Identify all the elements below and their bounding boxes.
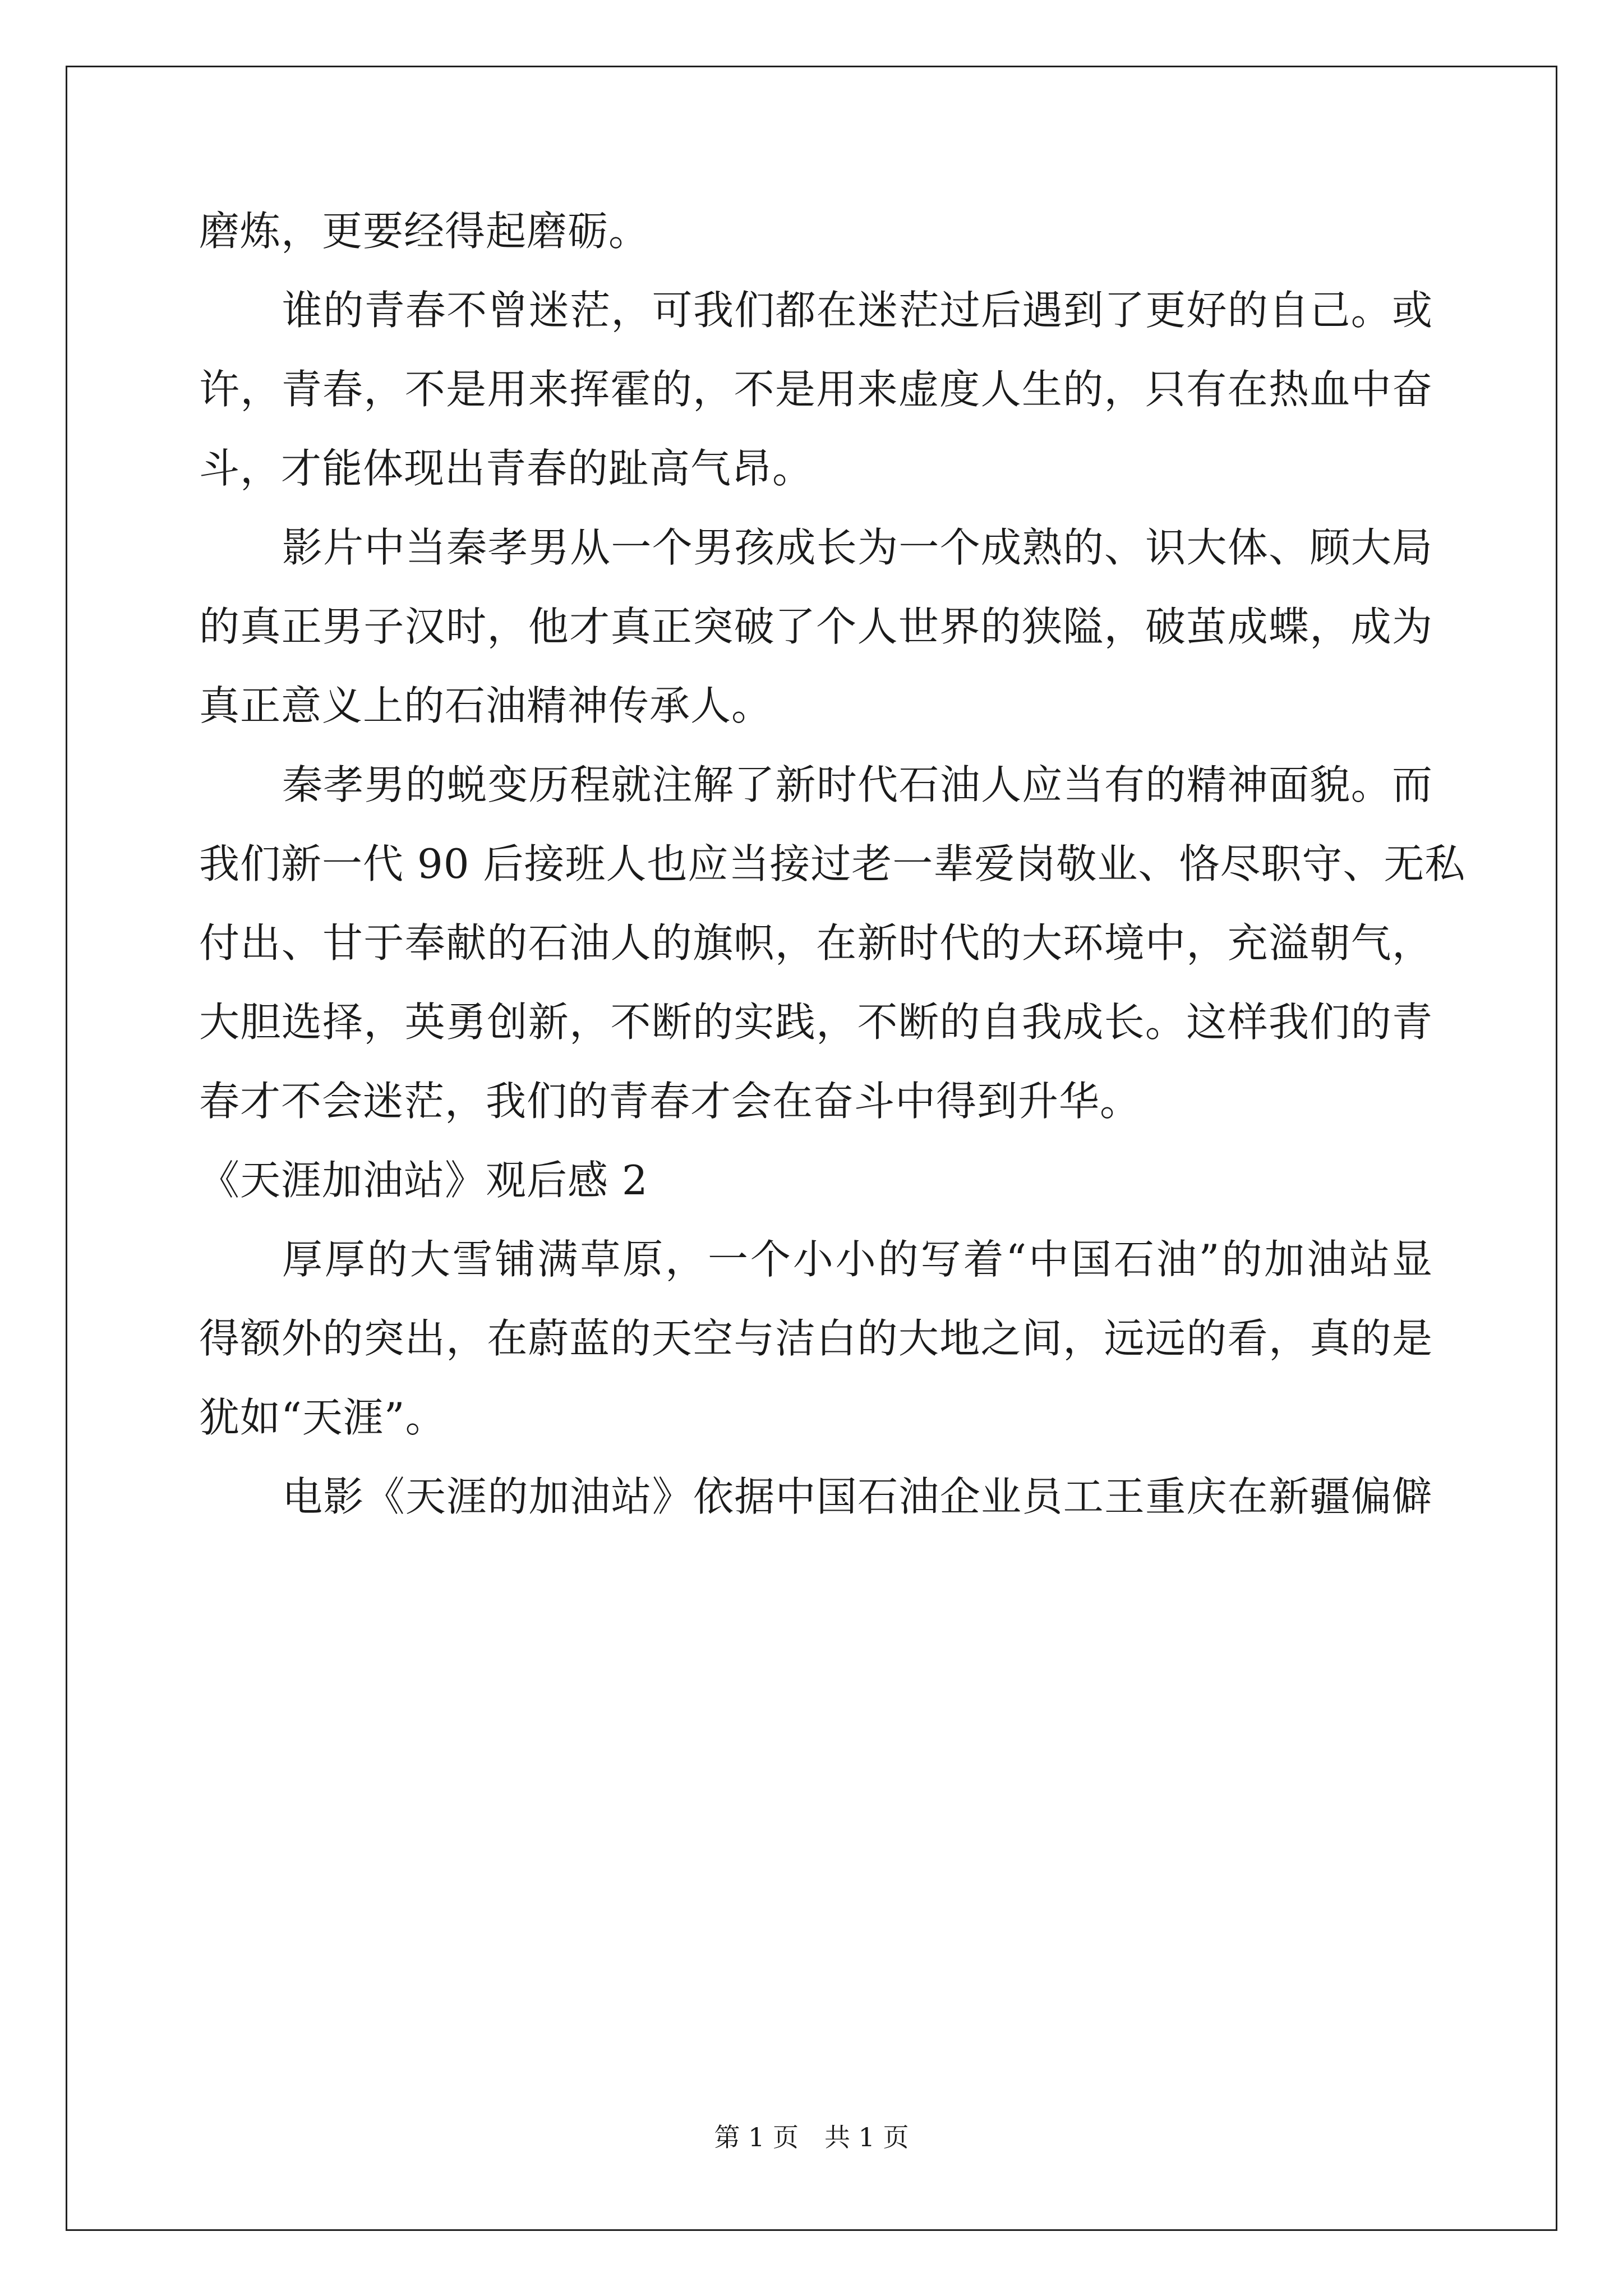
page-footer: 第 1 页 共 1 页 xyxy=(714,2122,909,2152)
paragraph-line: 我们新一代 90 后接班人也应当接过老一辈爱岗敬业、恪尽职守、无私 xyxy=(199,840,1466,887)
paragraph-line: 许，青春，不是用来挥霍的，不是用来虚度人生的，只有在热血中奋 xyxy=(199,366,1433,413)
paragraph-line: 真正意义上的石油精神传承人。 xyxy=(199,682,773,729)
paragraph-line: 电影《天涯的加油站》依据中国石油企业员工王重庆在新疆偏僻 xyxy=(282,1473,1433,1520)
paragraph-line: 付出、甘于奉献的石油人的旗帜，在新时代的大环境中，充溢朝气， xyxy=(199,919,1433,967)
paragraph-line: 的真正男子汉时，他才真正突破了个人世界的狭隘，破茧成蝶，成为 xyxy=(199,603,1433,650)
paragraph-line: 春才不会迷茫，我们的青春才会在奋斗中得到升华。 xyxy=(199,1078,1141,1125)
paragraph-line: 磨炼，更要经得起磨砺。 xyxy=(199,208,650,255)
paragraph-line: 秦孝男的蜕变历程就注解了新时代石油人应当有的精神面貌。而 xyxy=(282,761,1433,808)
paragraph-line: 斗，才能体现出青春的趾高气昂。 xyxy=(199,445,814,492)
paragraph-line: 大胆选择，英勇创新，不断的实践，不断的自我成长。这样我们的青 xyxy=(199,999,1433,1046)
paragraph-line: 谁的青春不曾迷茫，可我们都在迷茫过后遇到了更好的自己。或 xyxy=(282,287,1433,334)
paragraph-line: 犹如“天涯”。 xyxy=(199,1394,446,1441)
paragraph-line: 厚厚的大雪铺满草原，一个小小的写着“中国石油”的加油站显 xyxy=(282,1236,1433,1283)
paragraph-line: 影片中当秦孝男从一个男孩成长为一个成熟的、识大体、顾大局 xyxy=(282,524,1433,571)
paragraph-line: 得额外的突出，在蔚蓝的天空与洁白的大地之间，远远的看，真的是 xyxy=(199,1315,1433,1362)
section-heading: 《天涯加油站》观后感 2 xyxy=(199,1157,648,1204)
